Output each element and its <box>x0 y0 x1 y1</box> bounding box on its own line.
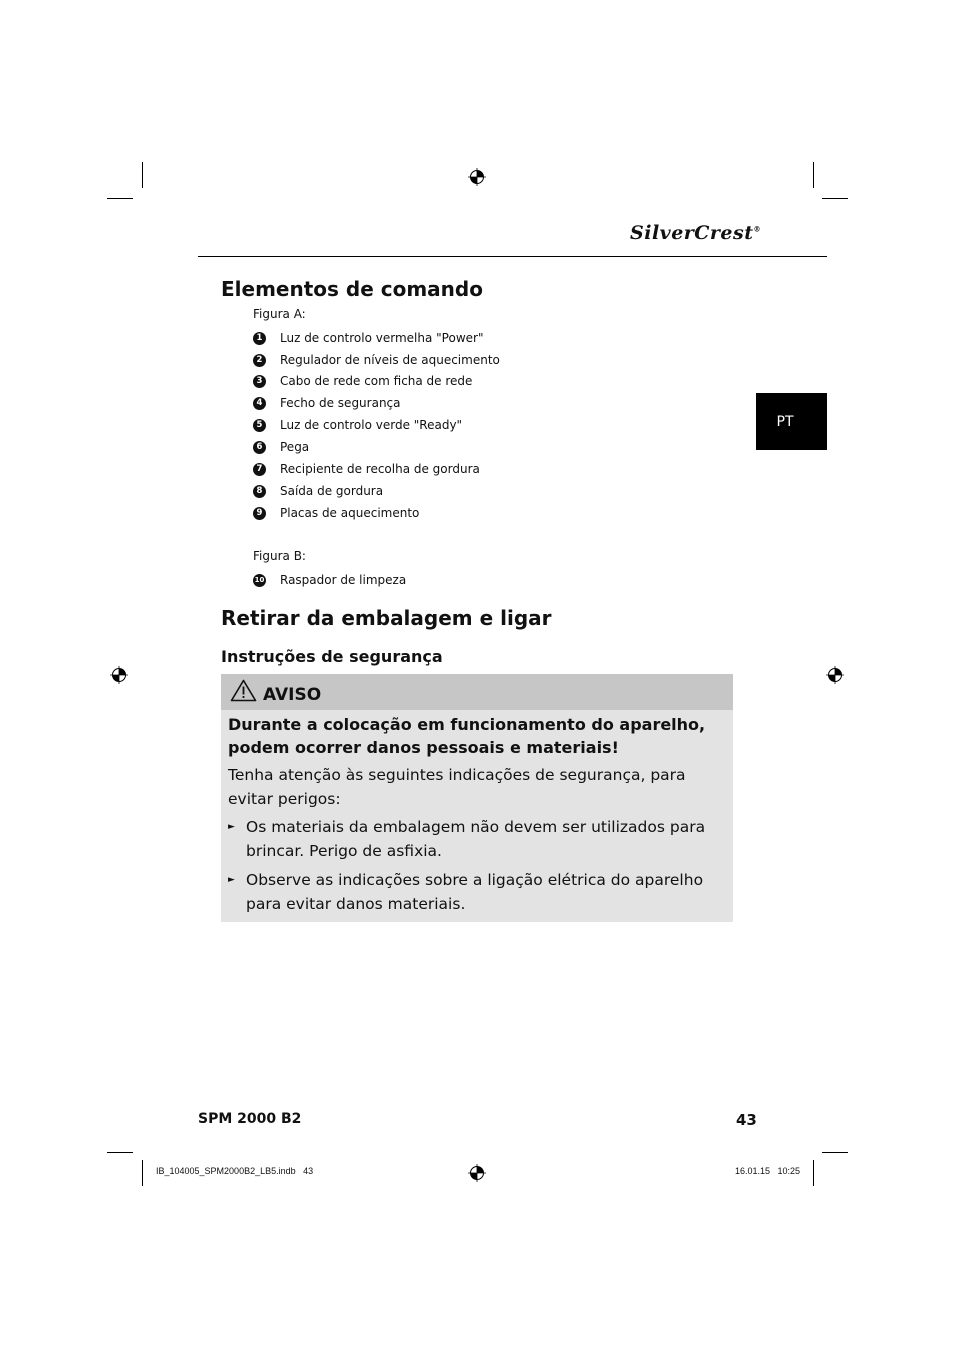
number-badge: 5 <box>253 419 266 432</box>
warning-triangle-icon <box>230 679 257 702</box>
warning-headline: Durante a colocação em funcionamento do aparelho, podem ocorrer danos pessoais e materiais! <box>228 715 706 757</box>
list-item: 1 Luz de controlo vermelha "Power" <box>253 330 483 346</box>
print-slug-file: IB_104005_SPM2000B2_LB5.indb 43 <box>156 1166 314 1176</box>
warning-bullet: ► Os materiais da embalagem não devem ser utilizados para brincar. Perigo de asfixia. <box>228 815 728 863</box>
language-tab: PT <box>756 393 827 450</box>
warning-bullet: ► Observe as indicações sobre a ligação elétrica do aparelho para evitar danos materiais. <box>228 868 728 916</box>
figure-a-label: Figura A: <box>253 307 306 321</box>
bullet-arrow-icon: ► <box>228 875 235 885</box>
number-badge: 8 <box>253 485 266 498</box>
registration-mark-icon <box>110 666 128 684</box>
registration-mark-icon <box>468 1164 486 1182</box>
page-number: 43 <box>736 1111 757 1129</box>
crop-mark-bottom-right-v <box>813 1160 814 1186</box>
list-item: 5 Luz de controlo verde "Ready" <box>253 417 462 433</box>
figure-b-label: Figura B: <box>253 549 306 563</box>
list-item: 2 Regulador de níveis de aquecimento <box>253 352 500 368</box>
registration-mark-icon <box>468 168 486 186</box>
list-item: 4 Fecho de segurança <box>253 395 401 411</box>
header-divider <box>198 256 827 257</box>
warning-intro: Tenha atenção às seguintes indicações de segurança, para evitar perigos: <box>228 766 686 808</box>
crop-mark-bottom-right-h <box>822 1152 848 1153</box>
brand-logo: SilverCrest® <box>630 222 761 244</box>
crop-mark-top-right-h <box>822 198 848 199</box>
number-badge: 9 <box>253 507 266 520</box>
list-item: 3 Cabo de rede com ficha de rede <box>253 373 472 389</box>
number-badge: 4 <box>253 397 266 410</box>
section-title-unpacking: Retirar da embalagem e ligar <box>221 606 552 630</box>
number-badge: 6 <box>253 441 266 454</box>
list-item: 8 Saída de gordura <box>253 483 383 499</box>
bullet-arrow-icon: ► <box>228 822 235 832</box>
crop-mark-top-right-v <box>813 162 814 188</box>
crop-mark-top-left-v <box>142 162 143 188</box>
crop-mark-bottom-left-h <box>107 1152 133 1153</box>
print-slug-date: 16.01.15 10:25 <box>735 1166 801 1176</box>
crop-mark-bottom-left-v <box>142 1160 143 1186</box>
number-badge: 3 <box>253 375 266 388</box>
number-badge: 7 <box>253 463 266 476</box>
number-badge: 2 <box>253 354 266 367</box>
crop-mark-top-left-h <box>107 198 133 199</box>
registration-mark-icon <box>826 666 844 684</box>
number-badge: 1 <box>253 332 266 345</box>
warning-title: AVISO <box>263 685 322 705</box>
list-item: 9 Placas de aquecimento <box>253 505 419 521</box>
number-badge: 10 <box>253 574 266 587</box>
list-item: 6 Pega <box>253 439 309 455</box>
list-item: 7 Recipiente de recolha de gordura <box>253 461 480 477</box>
footer-model: SPM 2000 B2 <box>198 1111 302 1127</box>
list-item: 10 Raspador de limpeza <box>254 573 407 587</box>
subsection-title-safety: Instruções de segurança <box>221 647 443 666</box>
section-title-controls: Elementos de comando <box>221 277 483 301</box>
